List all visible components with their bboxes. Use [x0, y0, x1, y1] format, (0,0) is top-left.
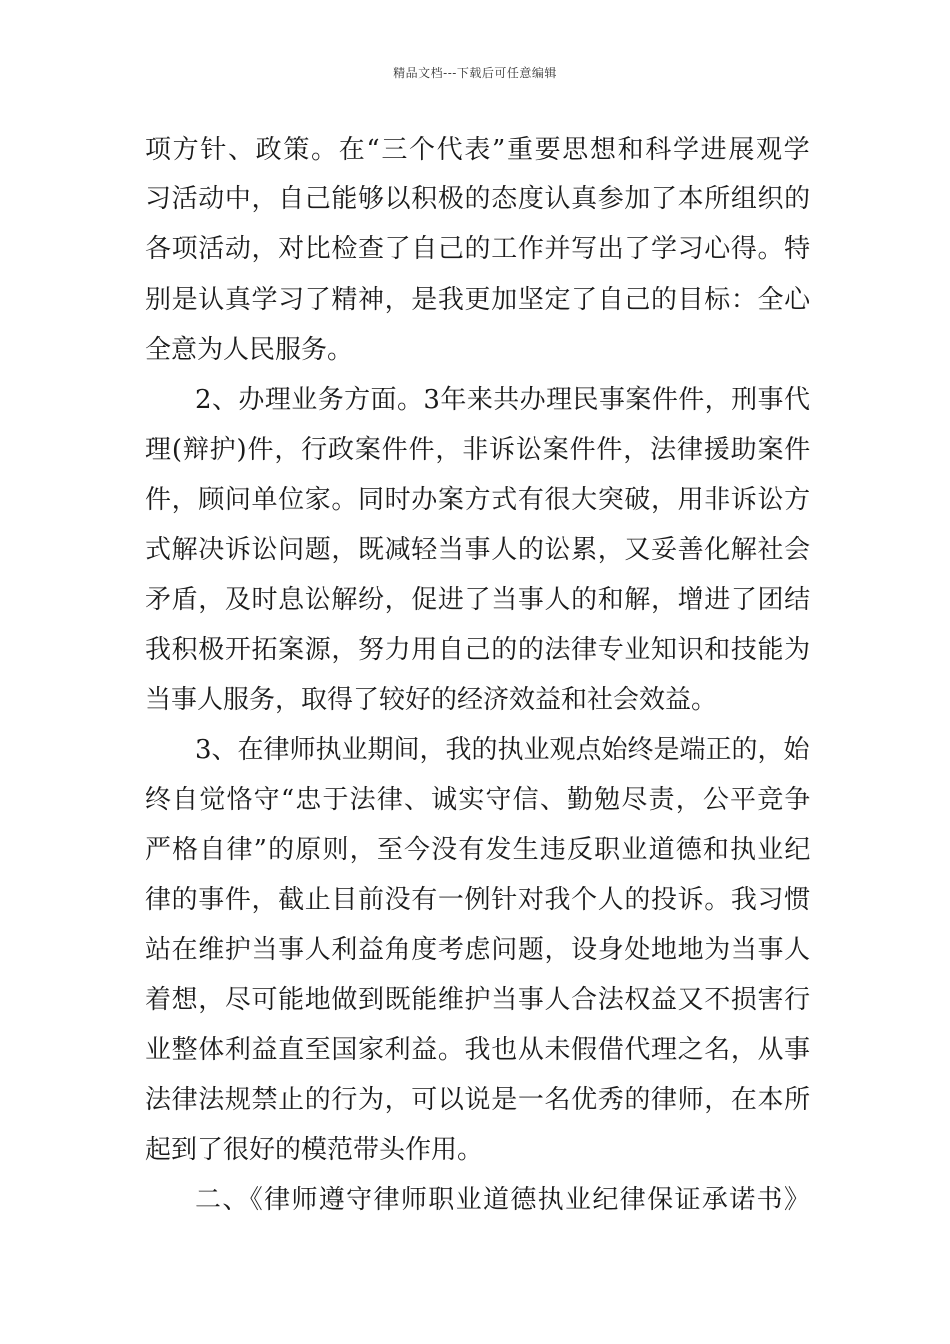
text-line: 着想，尽可能地做到既能维护当事人合法权益又不损害行 [145, 985, 811, 1015]
text-line: 终自觉恪守“忠于法律、诚实守信、勤勉尽责，公平竞争 [145, 785, 812, 815]
text-line: 我积极开拓案源，努力用自己的的法律专业知识和技能为 [145, 635, 811, 665]
text-line: 理(辩护)件，行政案件件，非诉讼案件件，法律援助案件 [145, 435, 812, 465]
page-header: 精品文档---下载后可任意编辑 [393, 66, 557, 80]
text-line: 各项活动，对比检查了自己的工作并写出了学习心得。特 [145, 234, 811, 264]
section-heading: 二、《律师遵守律师职业道德执业纪律保证承诺书》 [195, 1185, 812, 1215]
text-line: 起到了很好的模范带头作用。 [145, 1135, 484, 1165]
text-line: 站在维护当事人利益角度考虑问题，设身处地地为当事人 [145, 935, 811, 965]
text-line: 式解决诉讼问题，既减轻当事人的讼累，又妥善化解社会 [145, 535, 811, 565]
text-line: 严格自律”的原则，至今没有发生违反职业道德和执业纪 [145, 835, 812, 865]
paragraph-2-first-line: 2、办理业务方面。3年来共办理民事案件件，刑事代 [195, 385, 811, 415]
text-line: 件，顾问单位家。同时办案方式有很大突破，用非诉讼方 [145, 485, 811, 515]
paragraph-3-first-line: 3、在律师执业期间，我的执业观点始终是端正的，始 [195, 735, 810, 765]
text-line: 业整体利益直至国家利益。我也从未假借代理之名，从事 [145, 1035, 811, 1065]
text-line: 全意为人民服务。 [145, 335, 354, 365]
text-line: 别是认真学习了精神，是我更加坚定了自己的目标：全心 [145, 285, 811, 315]
text-line: 法律法规禁止的行为，可以说是一名优秀的律师，在本所 [145, 1085, 811, 1115]
text-line: 律的事件，截止目前没有一例针对我个人的投诉。我习惯 [145, 885, 811, 915]
text-line: 矛盾，及时息讼解纷，促进了当事人的和解，增进了团结 [145, 585, 811, 615]
text-line: 当事人服务，取得了较好的经济效益和社会效益。 [145, 685, 718, 715]
text-line: 习活动中，自己能够以积极的态度认真参加了本所组织的 [145, 184, 811, 214]
text-line: 项方针、政策。在“三个代表”重要思想和科学进展观学 [145, 135, 812, 165]
